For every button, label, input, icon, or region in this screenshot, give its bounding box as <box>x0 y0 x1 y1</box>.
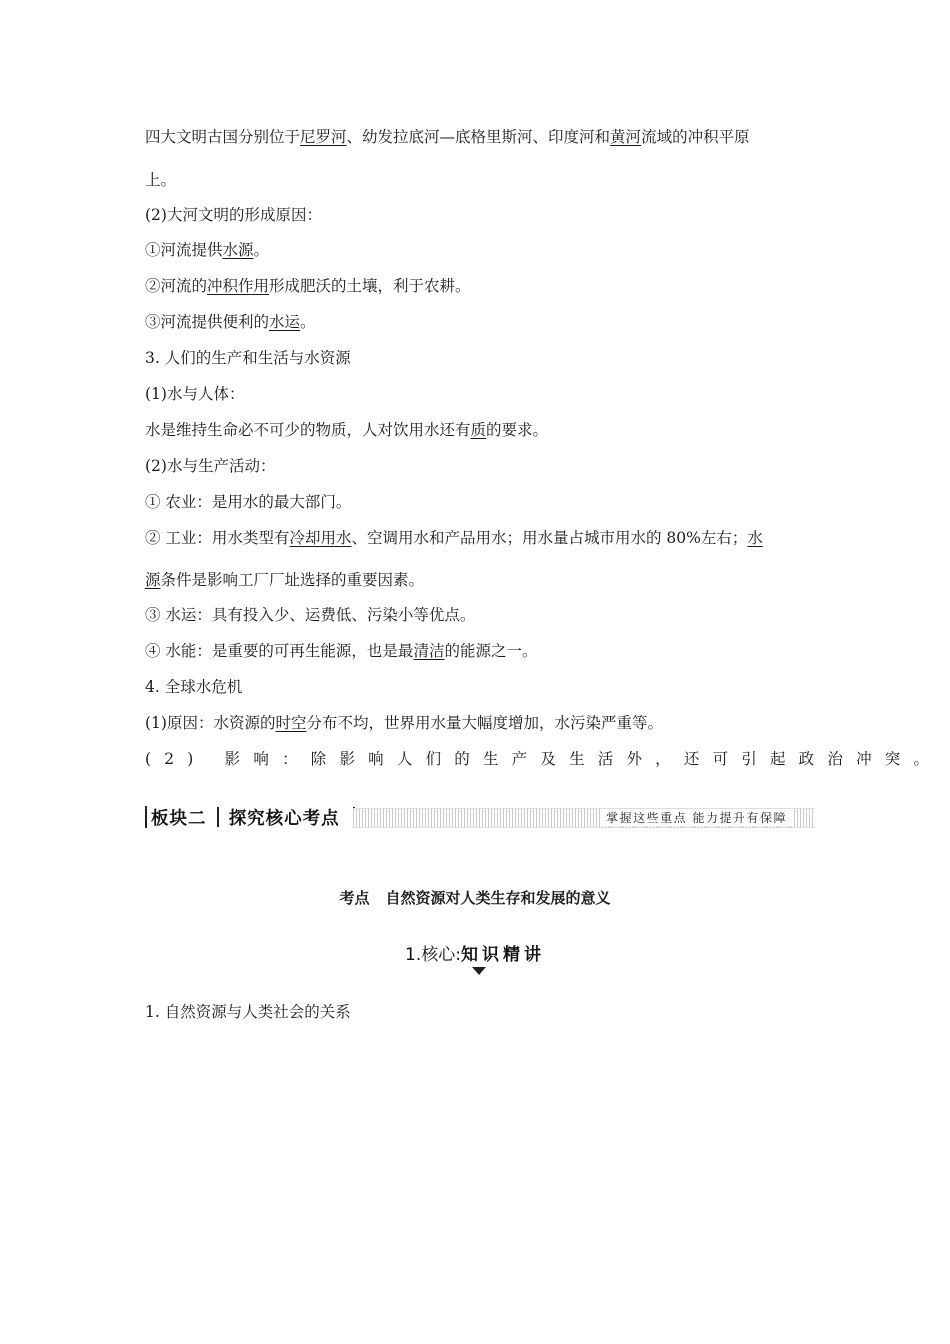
text-segment: 、幼发拉底河—底格里斯河、印度河和 <box>346 128 611 146</box>
section-banner <box>145 804 815 830</box>
text-line <box>145 749 942 769</box>
text-segment: 。 <box>300 313 316 331</box>
text-segment: (2)水与生产活动： <box>145 457 276 475</box>
text-segment: ③ 水运：具有投入少、运费低、污染小等优点。 <box>145 606 476 624</box>
text-segment: 3. 人们的生产和生活与水资源 <box>145 349 351 367</box>
subsection-label: 知识精讲 <box>460 945 545 965</box>
banner-block-label: 板块二 <box>151 809 207 829</box>
text-segment: 形成肥沃的土壤，利于农耕。 <box>269 277 471 295</box>
banner-left-bar <box>145 806 147 828</box>
text-line <box>145 492 351 512</box>
down-triangle-icon <box>472 967 486 975</box>
text-line <box>145 384 244 404</box>
text-segment: 上。 <box>145 171 177 189</box>
underlined-answer: 冲积作用 <box>207 277 270 295</box>
topic-title <box>0 887 950 908</box>
text-segment: ②河流的 <box>145 277 208 295</box>
subsection-number: 1.核心: <box>405 945 461 965</box>
text-line <box>145 570 424 590</box>
text-line <box>145 312 316 332</box>
text-line <box>145 205 322 225</box>
underlined-answer: 水 <box>747 529 763 547</box>
text-segment: ① 农业：是用水的最大部门。 <box>145 493 352 511</box>
text-segment: (2)大河文明的形成原因： <box>145 206 322 224</box>
text-line <box>145 170 176 190</box>
text-segment: ② 工业：用水类型有 <box>145 529 290 547</box>
text-segment: 1. 自然资源与人类社会的关系 <box>145 1003 351 1021</box>
underlined-answer: 源 <box>145 571 161 589</box>
text-segment: 条件是影响工厂厂址选择的重要因素。 <box>160 571 425 589</box>
banner-title <box>151 805 355 830</box>
text-segment: 4. 全球水危机 <box>145 678 243 696</box>
underlined-answer: 冷却用水 <box>289 529 352 547</box>
text-segment: ④ 水能：是重要的可再生能源，也是最 <box>145 642 414 660</box>
topic-name: 自然资源对人类生存和发展的意义 <box>385 889 611 907</box>
text-segment: 水是维持生命必不可少的物质，人对饮用水还有 <box>145 421 471 439</box>
subsection-heading <box>0 940 950 965</box>
text-segment: 。 <box>253 241 270 259</box>
text-segment: (2) 影响：除影响人们的生产及生活外，还可引起政治冲突。 <box>145 750 943 768</box>
text-line <box>145 605 475 625</box>
text-segment: ①河流提供 <box>145 241 223 259</box>
text-line <box>145 456 275 476</box>
topic-prefix: 考点 <box>339 889 370 907</box>
banner-divider <box>217 807 219 827</box>
text-line <box>145 348 351 368</box>
text-segment: ③河流提供便利的 <box>145 313 270 331</box>
text-segment: (1)原因：水资源的 <box>145 714 276 732</box>
text-segment: 四大文明古国分别位于 <box>145 128 301 146</box>
underlined-answer: 清洁 <box>413 642 445 660</box>
text-segment: 、空调用水和产品用水；用水量占城市用水的 80%左右； <box>351 529 748 547</box>
text-line <box>145 528 763 548</box>
text-line <box>145 1002 351 1022</box>
text-line <box>145 713 663 733</box>
banner-slogan: 掌握这些重点 能力提升有保障 <box>600 809 793 826</box>
underlined-answer: 水源 <box>222 241 254 259</box>
text-segment: 分布不均，世界用水量大幅度增加，水污染严重等。 <box>306 714 663 732</box>
text-line <box>145 127 750 147</box>
text-line <box>145 641 537 661</box>
underlined-answer: 质 <box>470 421 487 439</box>
text-segment: (1)水与人体： <box>145 385 245 403</box>
underlined-answer: 时空 <box>275 714 307 732</box>
text-line <box>145 240 269 260</box>
underlined-answer: 水运 <box>269 313 301 331</box>
underlined-answer: 黄河 <box>610 128 642 146</box>
text-line <box>145 276 471 296</box>
text-line <box>145 420 548 440</box>
text-line <box>145 677 242 697</box>
underlined-answer: 尼罗河 <box>300 128 347 146</box>
text-segment: 的能源之一。 <box>444 642 538 660</box>
banner-section-label: 探究核心考点 <box>228 809 340 829</box>
text-segment: 的要求。 <box>486 421 549 439</box>
text-segment: 流域的冲积平原 <box>641 128 750 146</box>
